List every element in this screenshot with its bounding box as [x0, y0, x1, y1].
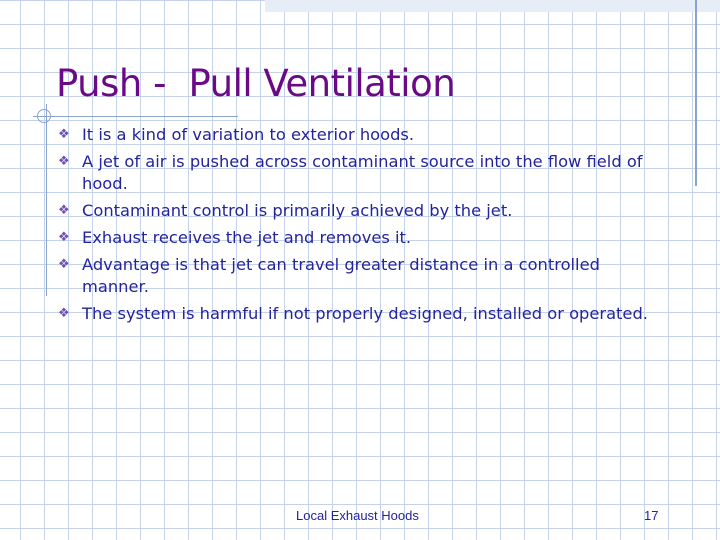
diamond-bullet-icon: ❖ [58, 257, 70, 272]
slide-title: Push - Pull Ventilation [56, 62, 456, 105]
rule-circle-ornament [37, 109, 51, 123]
bullet-text: Contaminant control is primarily achieved by the jet. [82, 201, 513, 220]
bullet-item [58, 151, 658, 195]
diamond-bullet-icon: ❖ [58, 306, 70, 321]
left-rule [46, 104, 47, 296]
bullet-text: A jet of air is pushed across contaminant source into the flow field of hood. [82, 152, 643, 193]
slide-number: 17 [644, 508, 659, 523]
title-rule [33, 116, 238, 117]
bullet-list [58, 124, 658, 330]
bullet-text: Exhaust receives the jet and removes it. [82, 228, 412, 247]
bullet-item [58, 200, 658, 222]
bullet-item [58, 227, 658, 249]
bullet-text: Advantage is that jet can travel greater distance in a controlled manner. [82, 255, 600, 296]
top-bar [265, 0, 720, 12]
bullet-item [58, 124, 658, 146]
diamond-bullet-icon: ❖ [58, 203, 70, 218]
diamond-bullet-icon: ❖ [58, 127, 70, 142]
diamond-bullet-icon: ❖ [58, 154, 70, 169]
diamond-bullet-icon: ❖ [58, 230, 70, 245]
bullet-item [58, 303, 658, 325]
bullet-text: It is a kind of variation to exterior hoods. [82, 125, 415, 144]
bullet-text: The system is harmful if not properly designed, installed or operated. [82, 304, 648, 323]
bullet-item [58, 254, 658, 298]
footer-title: Local Exhaust Hoods [296, 508, 419, 523]
right-rule [695, 0, 697, 186]
